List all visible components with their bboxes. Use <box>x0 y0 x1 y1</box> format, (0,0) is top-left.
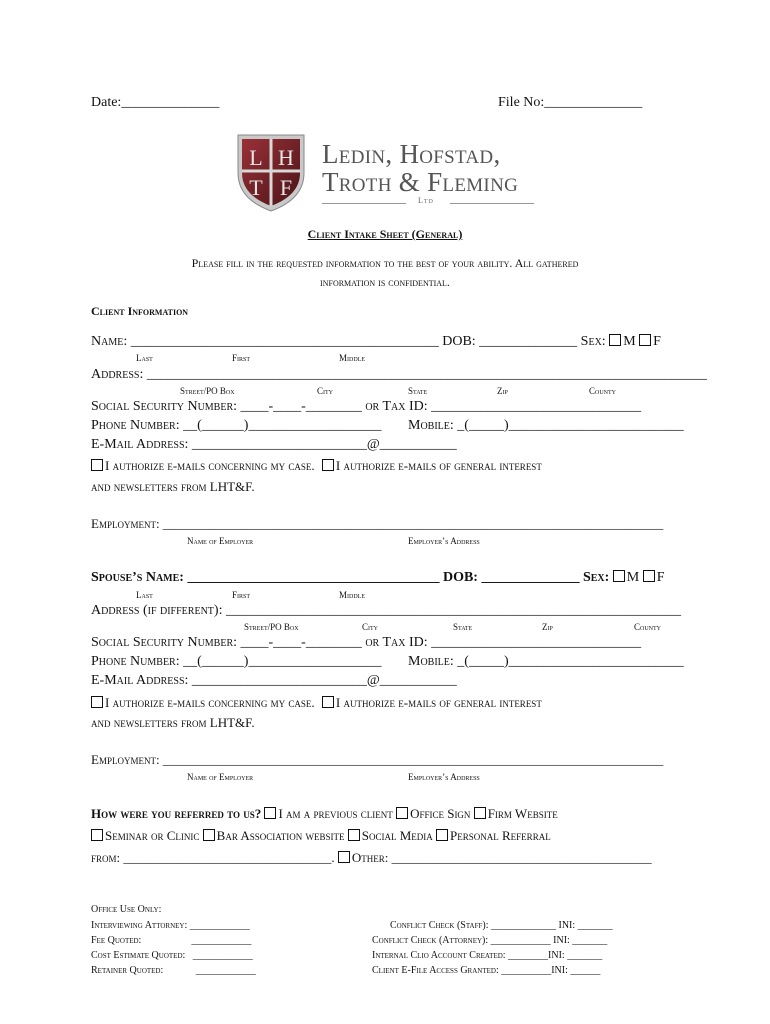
spouse-auth-general-label: I authorize e-mails of general interest <box>335 695 542 710</box>
client-first-caption: First <box>232 353 251 363</box>
referral-bar-checkbox[interactable] <box>203 829 215 841</box>
date-field[interactable]: Date:______________ <box>91 95 220 110</box>
client-email-field[interactable]: E-Mail Address: _________________________@___________ <box>91 437 457 452</box>
referral-other-checkbox[interactable] <box>338 851 350 863</box>
referral-row1 <box>91 806 558 822</box>
spouse-sex-f-checkbox[interactable] <box>643 570 655 582</box>
spouse-sex-m-checkbox[interactable] <box>613 570 625 582</box>
office-right-3[interactable]: Internal Clio Account Created: ________INI: _______ <box>372 950 603 961</box>
client-sex-f-label: F <box>653 334 661 349</box>
spouse-name-label: Spouse’s Name: ____________________________________ DOB: ______________ Sex: <box>91 570 610 585</box>
file-no-field[interactable]: File No:______________ <box>498 95 643 110</box>
client-county-caption: County <box>589 386 616 396</box>
spouse-mobile-field[interactable]: Mobile: _(_____)_________________________ <box>408 654 684 669</box>
spouse-state-caption: State <box>453 622 473 632</box>
spouse-phone-field[interactable]: Phone Number: __(______)___________________ <box>91 654 382 669</box>
spouse-city-caption: City <box>362 622 378 632</box>
office-left-1[interactable]: Interviewing Attorney: ____________ <box>91 920 250 931</box>
client-mobile-field[interactable]: Mobile: _(_____)_________________________ <box>408 418 684 433</box>
firm-logo-shield <box>236 133 306 213</box>
form-title: Client Intake Sheet (General) <box>307 227 463 241</box>
client-sex-m-checkbox[interactable] <box>609 334 621 346</box>
spouse-employer-address-caption: Employer’s Address <box>408 772 480 782</box>
spouse-sex-m-label: M <box>626 570 640 585</box>
client-city-caption: City <box>317 386 333 396</box>
client-ssn-field[interactable]: Social Security Number: ____-____-________ or Tax ID: ______________________________ <box>91 399 642 414</box>
client-auth-row <box>91 458 542 474</box>
spouse-name-row[interactable] <box>91 570 665 586</box>
referral-office-checkbox[interactable] <box>396 807 408 819</box>
client-name-row[interactable] <box>91 334 661 350</box>
office-right-4[interactable]: Client E-File Access Granted: __________INI: ______ <box>372 965 601 976</box>
spouse-auth-row <box>91 695 542 711</box>
office-use-title: Office Use Only: <box>91 904 162 915</box>
logo-letter-h: H <box>278 145 294 170</box>
spouse-email-field[interactable]: E-Mail Address: _________________________@___________ <box>91 673 457 688</box>
client-employment-field[interactable]: Employment: _____________________________________________________________________________ <box>91 516 664 531</box>
client-state-caption: State <box>408 386 428 396</box>
spouse-auth-case-label: I authorize e-mails concerning my case. <box>105 695 315 710</box>
client-employer-address-caption: Employer’s Address <box>408 536 480 546</box>
referral-social-label: Social Media <box>361 828 433 843</box>
spouse-middle-caption: Middle <box>339 590 365 600</box>
instructions-line1: Please fill in the requested information to the best of your ability. All gathered <box>191 256 579 270</box>
client-auth-case-checkbox[interactable] <box>91 459 103 471</box>
client-middle-caption: Middle <box>339 353 365 363</box>
spouse-employment-field[interactable]: Employment: _____________________________________________________________________________ <box>91 752 664 767</box>
referral-office-label: Office Sign <box>410 806 471 821</box>
referral-previous-checkbox[interactable] <box>264 807 276 819</box>
client-phone-field[interactable]: Phone Number: __(______)___________________ <box>91 418 382 433</box>
referral-seminar-label: Seminar or Clinic <box>105 828 200 843</box>
referral-seminar-checkbox[interactable] <box>91 829 103 841</box>
spouse-employer-caption: Name of Employer <box>187 772 254 782</box>
spouse-ssn-field[interactable]: Social Security Number: ____-____-________ or Tax ID: ______________________________ <box>91 635 642 650</box>
referral-personal-label: Personal Referral <box>450 828 551 843</box>
office-left-3[interactable]: Cost Estimate Quoted: ____________ <box>91 950 253 961</box>
firm-name-line2: Troth & Fleming <box>322 167 519 197</box>
referral-row3 <box>91 850 652 866</box>
firm-name-line1: Ledin, Hofstad, <box>322 139 501 169</box>
spouse-address-field[interactable]: Address (if different): _________________________________________________________________ <box>91 603 681 618</box>
referral-question: How were you referred to us? <box>91 806 262 821</box>
client-sex-f-checkbox[interactable] <box>639 334 651 346</box>
referral-from-field[interactable]: from: ________________________________. <box>91 850 335 865</box>
office-right-2[interactable]: Conflict Check (Attorney): ____________ INI: _______ <box>372 935 608 946</box>
client-section-title: Client Information <box>91 304 189 318</box>
office-left-2[interactable]: Fee Quoted: ____________ <box>91 935 252 946</box>
client-auth-line2: and newsletters from LHT&F. <box>91 479 255 494</box>
client-auth-general-checkbox[interactable] <box>322 459 334 471</box>
client-address-field[interactable]: Address: ________________________________________________________________________________ <box>91 367 707 382</box>
referral-previous-label: I am a previous client <box>278 806 393 821</box>
referral-row2 <box>91 828 551 844</box>
spouse-last-caption: Last <box>136 590 153 600</box>
referral-personal-checkbox[interactable] <box>436 829 448 841</box>
referral-website-label: Firm Website <box>487 806 558 821</box>
logo-letter-f: F <box>279 175 293 200</box>
spouse-zip-caption: Zip <box>542 622 553 632</box>
client-auth-general-label: I authorize e-mails of general interest <box>335 458 542 473</box>
client-sex-m-label: M <box>623 334 636 349</box>
referral-website-checkbox[interactable] <box>474 807 486 819</box>
spouse-auth-case-checkbox[interactable] <box>91 696 103 708</box>
client-street-caption: Street/PO Box <box>180 386 235 396</box>
spouse-sex-f-label: F <box>656 570 665 585</box>
client-zip-caption: Zip <box>497 386 508 396</box>
client-name-label: Name: ____________________________________________ DOB: ______________ Sex: <box>91 334 606 349</box>
office-right-1[interactable]: Conflict Check (Staff): _____________ INI: _______ <box>390 920 613 931</box>
referral-bar-label: Bar Association website <box>216 828 345 843</box>
client-employer-caption: Name of Employer <box>187 536 254 546</box>
spouse-first-caption: First <box>232 590 251 600</box>
instructions-line2: information is confidential. <box>320 275 450 289</box>
referral-other-field[interactable]: Other: ________________________________________ <box>351 850 652 865</box>
firm-ltd: Ltd <box>418 196 434 205</box>
spouse-county-caption: County <box>634 622 661 632</box>
spouse-street-caption: Street/PO Box <box>244 622 299 632</box>
office-left-4[interactable]: Retainer Quoted: ____________ <box>91 965 256 976</box>
client-auth-case-label: I authorize e-mails concerning my case. <box>105 458 315 473</box>
spouse-auth-line2: and newsletters from LHT&F. <box>91 715 255 730</box>
logo-letter-t: T <box>249 175 263 200</box>
client-last-caption: Last <box>136 353 153 363</box>
spouse-auth-general-checkbox[interactable] <box>322 696 334 708</box>
referral-social-checkbox[interactable] <box>348 829 360 841</box>
logo-letter-l: L <box>249 145 263 170</box>
